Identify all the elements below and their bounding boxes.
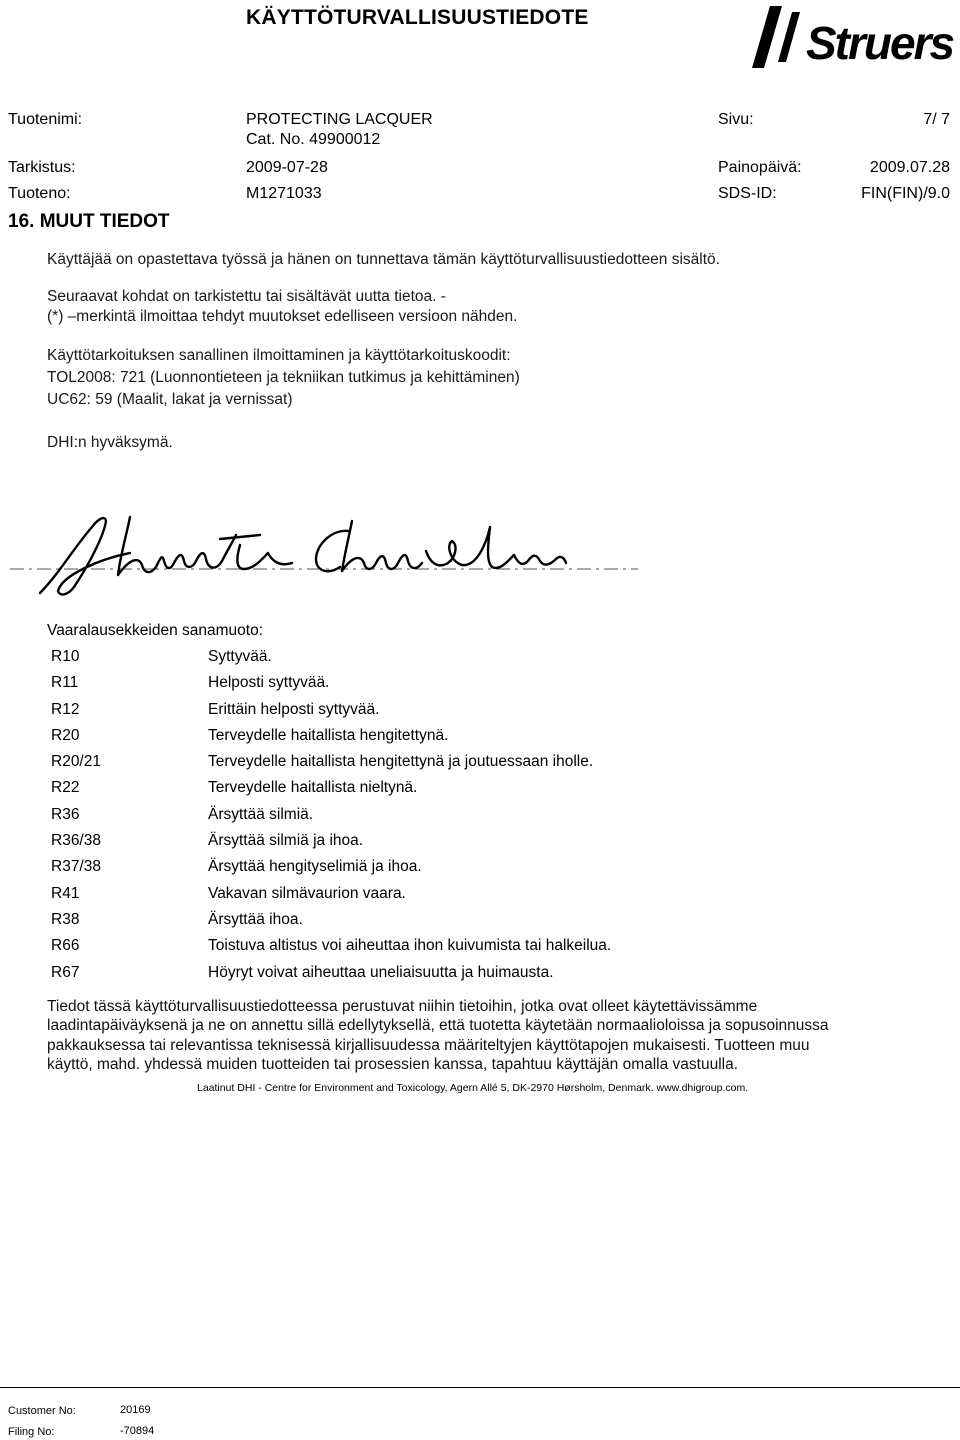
disclaimer-line: pakkauksessa tai relevantissa teknisessä kirjallisuudessa määriteltyjen käyttötapojen mukaisesti. Tuotteen muu <box>47 1036 810 1054</box>
risk-code: R66 <box>51 937 80 955</box>
risk-phrase-row <box>47 697 611 723</box>
risk-code: R11 <box>51 674 79 692</box>
risk-phrase-row <box>47 644 611 670</box>
sds-id: FIN(FIN)/9.0 <box>861 185 950 202</box>
risk-text: Toistuva altistus voi aiheuttaa ihon kuivumista tai halkeilua. <box>208 937 612 955</box>
revision-note-line: Seuraavat kohdat on tarkistettu tai sisältävät uutta tietoa. - <box>47 288 446 305</box>
use-codes <box>47 345 520 411</box>
risk-code: R20/21 <box>51 753 101 771</box>
cat-no: Cat. No. 49900012 <box>246 131 381 148</box>
filing-no: -70894 <box>120 1425 155 1437</box>
product-no-label: Tuoteno: <box>8 185 71 202</box>
risk-code: R20 <box>51 726 80 744</box>
risk-phrases-caption: Vaaralausekkeiden sanamuoto: <box>47 622 263 639</box>
risk-phrase-row <box>47 828 611 854</box>
section-title: 16. MUUT TIEDOT <box>8 211 170 232</box>
risk-phrase-row <box>47 907 611 933</box>
risk-code: R36/38 <box>51 832 101 850</box>
print-date: 2009.07.28 <box>869 159 950 176</box>
disclaimer-line: käyttö, mahd. yhdessä muiden tuotteiden tai prosessien kanssa, tapahtuu käyttäjän omalla vastuulla. <box>47 1055 739 1073</box>
document-title: KÄYTTÖTURVALLISUUSTIEDOTE <box>246 6 589 29</box>
use-codes-line: UC62: 59 (Maalit, lakat ja vernissat) <box>47 391 293 408</box>
risk-phrases-table <box>47 618 611 986</box>
risk-code: R10 <box>51 648 80 665</box>
risk-text: Terveydelle haitallista hengitettynä. <box>208 726 449 744</box>
risk-code: R41 <box>51 884 80 902</box>
training-paragraph: Käyttäjää on opastettava työssä ja hänen on tunnettava tämän käyttöturvallisuustiedotteen sisältö. <box>47 251 720 268</box>
struers-logo <box>748 2 958 68</box>
risk-phrase-row <box>47 854 611 880</box>
use-codes-line: Käyttötarkoituksen sanallinen ilmoittaminen ja käyttötarkoituskoodit: <box>47 347 511 364</box>
risk-code: R67 <box>51 963 80 981</box>
risk-phrase-row <box>47 775 611 801</box>
risk-phrase-row <box>47 749 611 775</box>
print-date-label: Painopäivä: <box>718 159 802 176</box>
customer-no-label: Customer No: <box>8 1405 76 1417</box>
approval-text: DHI:n hyväksymä. <box>47 434 173 451</box>
prepared-by: Laatinut DHI - Centre for Environment and Toxicology, Agern Allé 5, DK-2970 Hørsholm, Denmark. www.dhigroup.com. <box>197 1082 749 1094</box>
risk-code: R38 <box>51 910 80 928</box>
logo-wordmark: Struers <box>806 17 954 68</box>
risk-text: Ärsyttää silmiä. <box>208 805 314 823</box>
disclaimer-line: laadintapäiväyksenä ja ne on annettu sillä edellytyksellä, että tuotetta käytetään normaalioloissa ja sopusoinnussa <box>47 1017 829 1035</box>
risk-text: Vakavan silmävaurion vaara. <box>208 884 406 902</box>
risk-text: Erittäin helposti syttyvää. <box>208 700 380 718</box>
footer-divider <box>0 1387 960 1388</box>
customer-no: 20169 <box>120 1404 151 1416</box>
revision-date: 2009-07-28 <box>246 159 328 176</box>
signature <box>10 505 640 605</box>
sds-id-label: SDS-ID: <box>718 185 777 202</box>
risk-text: Höyryt voivat aiheuttaa uneliaisuutta ja huimausta. <box>208 963 554 981</box>
risk-code: R36 <box>51 805 80 823</box>
risk-text: Ärsyttää hengityselimiä ja ihoa. <box>208 858 422 876</box>
product-name-label: Tuotenimi: <box>8 111 83 128</box>
risk-phrase-row <box>47 933 611 959</box>
disclaimer-paragraph <box>47 997 927 1074</box>
revision-label: Tarkistus: <box>8 159 76 176</box>
product-name: PROTECTING LACQUER <box>246 111 433 128</box>
risk-text: Ärsyttää silmiä ja ihoa. <box>208 832 364 850</box>
risk-code: R12 <box>51 700 80 718</box>
risk-phrase-row <box>47 670 611 696</box>
risk-text: Terveydelle haitallista hengitettynä ja joutuessaan iholle. <box>208 753 594 771</box>
revision-note-line: (*) –merkintä ilmoittaa tehdyt muutokset edelliseen versioon nähden. <box>47 308 518 325</box>
filing-no-label: Filing No: <box>8 1426 55 1438</box>
risk-text: Syttyvää. <box>208 648 272 665</box>
logo-slash-icon <box>752 6 800 68</box>
product-no: M1271033 <box>246 185 322 202</box>
disclaimer-line: Tiedot tässä käyttöturvallisuustiedotteessa perustuvat niihin tietoihin, jotka ovat olleet käytettävissämme <box>47 998 758 1015</box>
revision-note <box>47 287 517 327</box>
risk-phrase-row <box>47 802 611 828</box>
risk-text: Helposti syttyvää. <box>208 674 330 692</box>
risk-text: Terveydelle haitallista nieltynä. <box>208 779 418 797</box>
use-codes-line: TOL2008: 721 (Luonnontieteen ja tekniikan tutkimus ja kehittäminen) <box>47 369 520 386</box>
risk-phrase-row <box>47 881 611 907</box>
page-label: Sivu: <box>718 111 754 128</box>
risk-phrase-row <box>47 723 611 749</box>
risk-code: R22 <box>51 779 80 797</box>
page-value: 7/ 7 <box>923 111 950 128</box>
risk-code: R37/38 <box>51 858 101 876</box>
risk-phrase-row <box>47 960 611 986</box>
risk-text: Ärsyttää ihoa. <box>208 910 303 928</box>
